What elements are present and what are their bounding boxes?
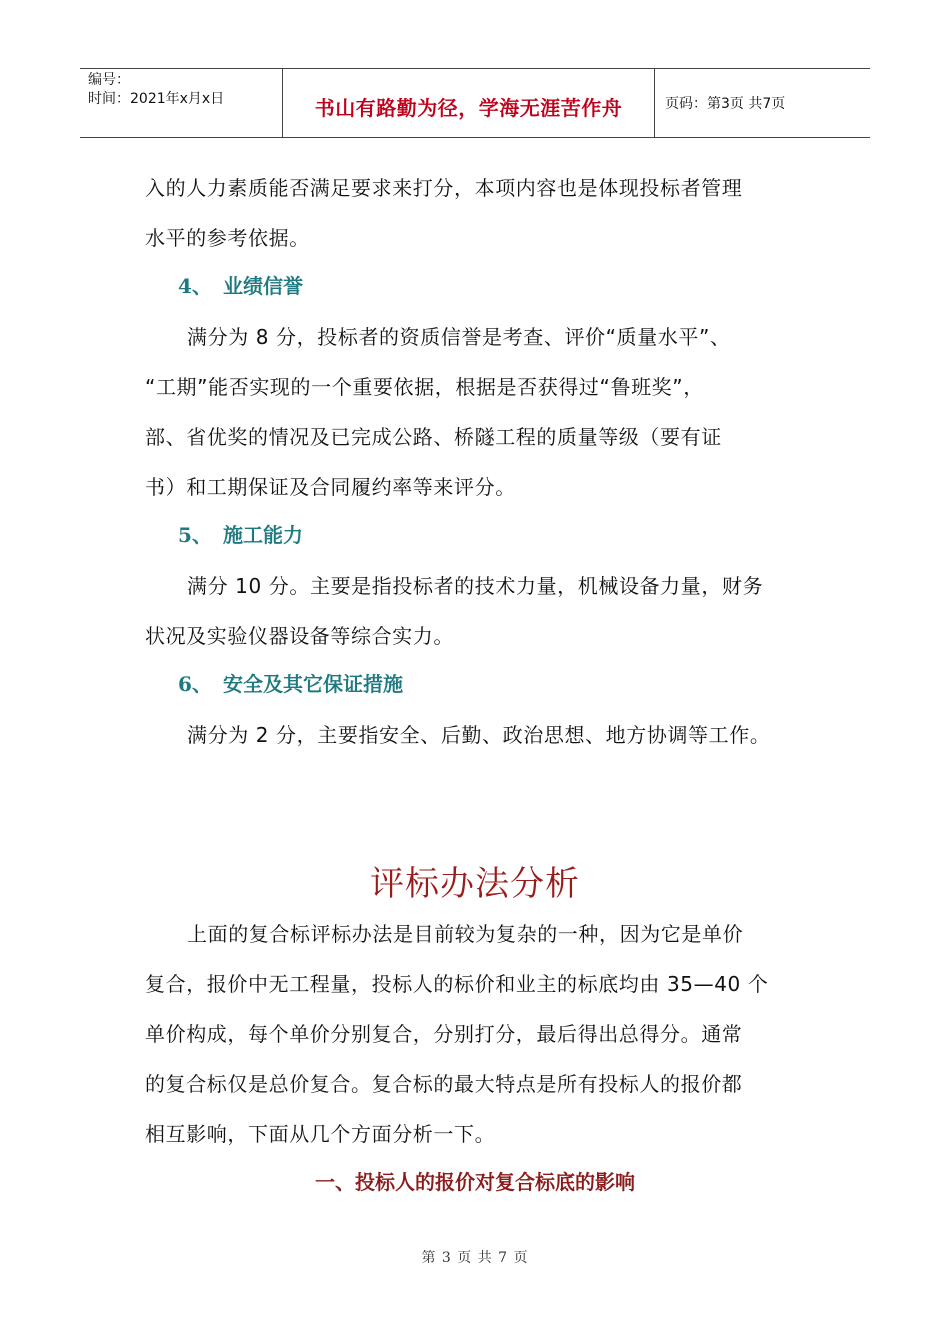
section-title: 业绩信誉 bbox=[223, 274, 303, 298]
section-number: 6、 bbox=[178, 672, 212, 696]
paragraph-line: 满分为 8 分，投标者的资质信誉是考查、评价“质量水平”、 bbox=[187, 325, 731, 349]
header-motto-cell bbox=[282, 69, 655, 137]
paragraph-line: “工期”能否实现的一个重要依据，根据是否获得过“鲁班奖”， bbox=[145, 375, 704, 399]
section-number: 4、 bbox=[178, 274, 212, 298]
paragraph-line: 相互影响，下面从几个方面分析一下。 bbox=[145, 1122, 496, 1146]
section-heading-5 bbox=[178, 519, 303, 548]
paragraph-line: 水平的参考依据。 bbox=[145, 226, 310, 250]
paragraph-line: 书）和工期保证及合同履约率等来评分。 bbox=[145, 475, 516, 499]
section-heading-4 bbox=[178, 270, 303, 299]
paragraph-line: 满分为 2 分，主要指安全、后勤、政治思想、地方协调等工作。 bbox=[187, 723, 771, 747]
motto-text: 书山有路勤为径，学海无涯苦作舟 bbox=[314, 95, 623, 120]
paragraph-line: 入的人力素质能否满足要求来打分，本项内容也是体现投标者管理 bbox=[145, 176, 743, 200]
header-table bbox=[80, 68, 870, 138]
paragraph-line: 状况及实验仪器设备等综合实力。 bbox=[145, 624, 454, 648]
number-label: 编号： bbox=[88, 72, 130, 88]
section-title-main: 评标办法分析 bbox=[370, 864, 580, 904]
section-number: 5、 bbox=[178, 523, 212, 547]
paragraph-line: 部、省优奖的情况及已完成公路、桥隧工程的质量等级（要有证 bbox=[145, 425, 722, 449]
paragraph-line: 复合，报价中无工程量，投标人的标价和业主的标底均由 35—40 个 bbox=[145, 972, 769, 996]
paragraph-line: 单价构成，每个单价分别复合，分别打分，最后得出总得分。通常 bbox=[145, 1022, 743, 1046]
subsection-heading: 一、投标人的报价对复合标底的影响 bbox=[315, 1170, 635, 1194]
paragraph-line: 的复合标仅是总价复合。复合标的最大特点是所有投标人的报价都 bbox=[145, 1072, 743, 1096]
header-page-cell bbox=[655, 69, 870, 137]
paragraph-line: 上面的复合标评标办法是目前较为复杂的一种，因为它是单价 bbox=[187, 922, 744, 946]
page-footer: 第 3 页 共 7 页 bbox=[421, 1250, 529, 1266]
section-title: 安全及其它保证措施 bbox=[223, 672, 403, 696]
section-heading-6 bbox=[178, 668, 403, 697]
header-meta-cell bbox=[80, 69, 282, 137]
time-label: 时间：2021年x月x日 bbox=[88, 91, 225, 107]
section-title: 施工能力 bbox=[223, 523, 303, 547]
page-info: 页码：第3页 共7页 bbox=[665, 96, 786, 112]
paragraph-line: 满分 10 分。主要是指投标者的技术力量，机械设备力量，财务 bbox=[187, 574, 764, 598]
